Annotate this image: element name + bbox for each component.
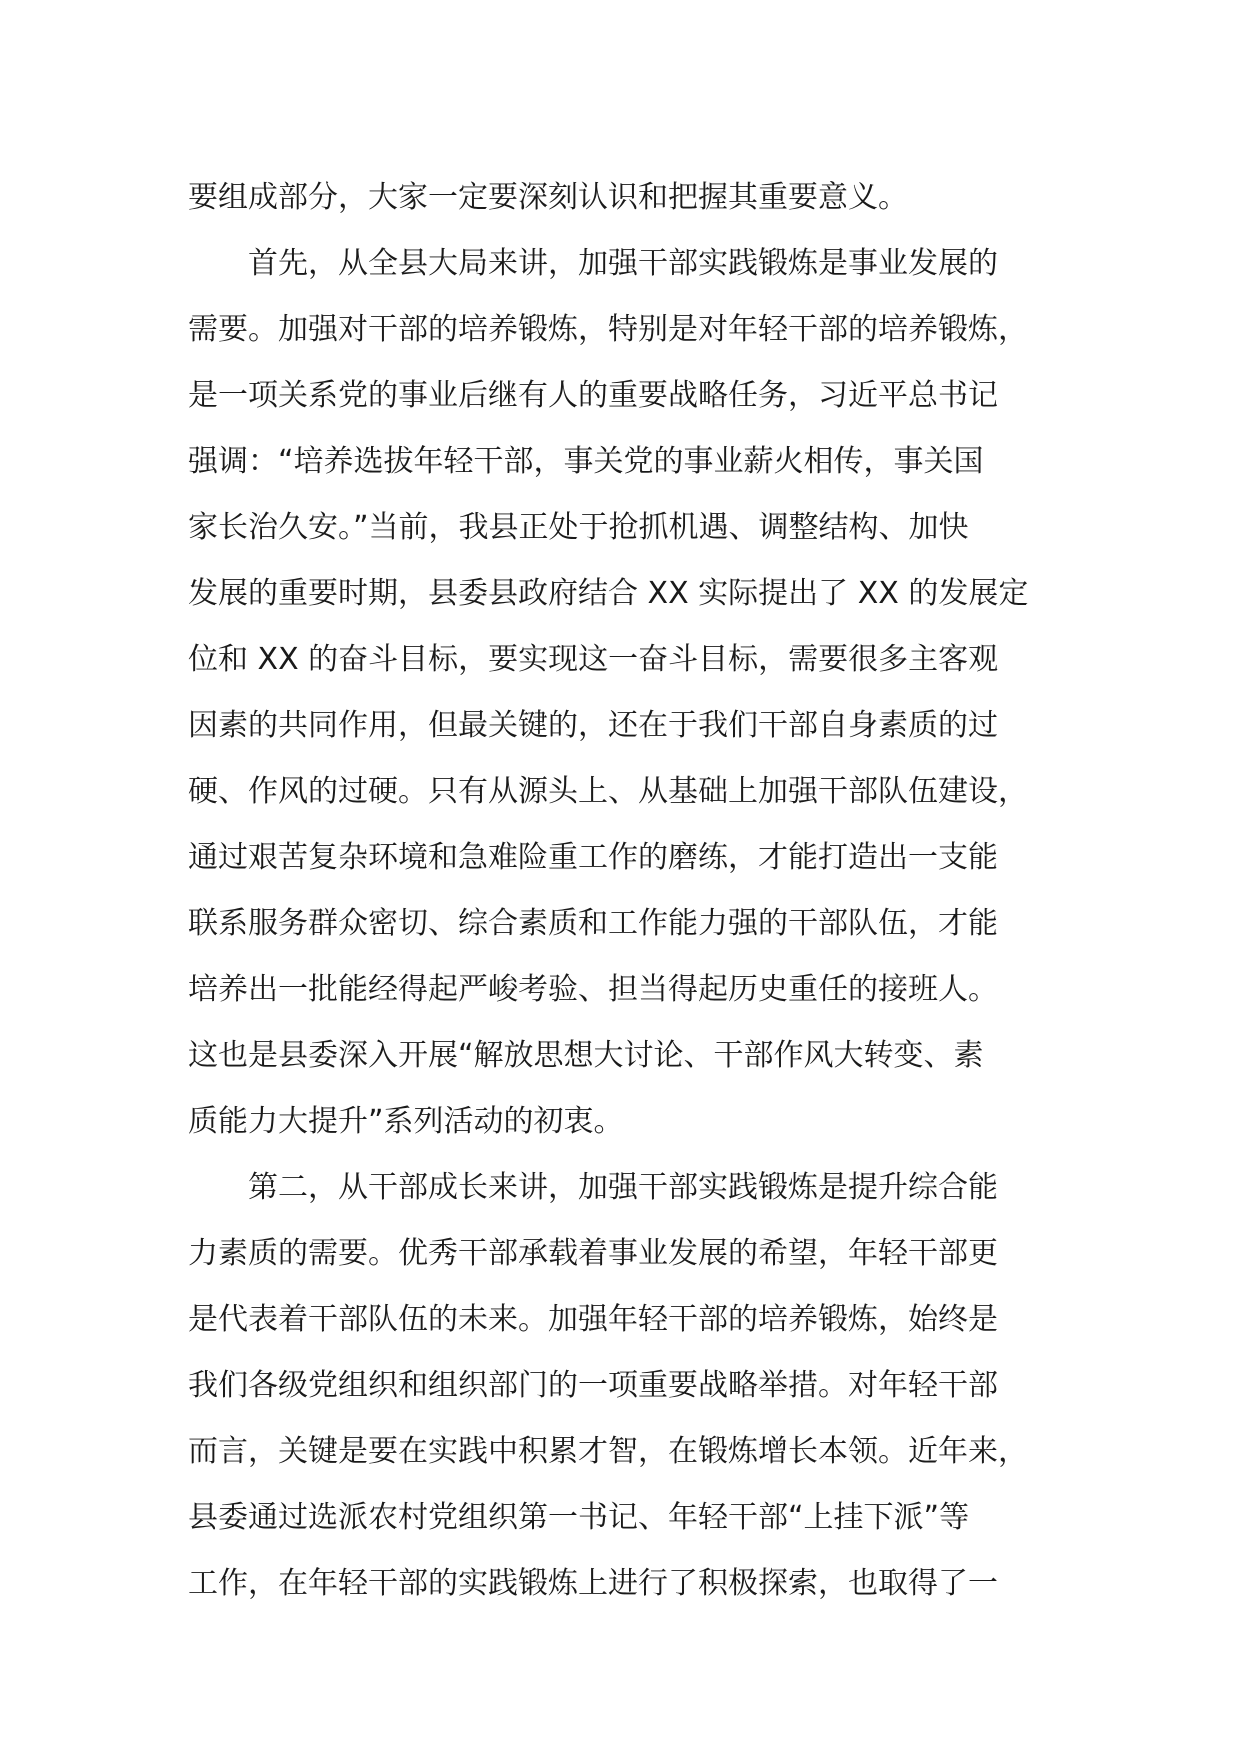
text-line: 因素的共同作用，但最关键的，还在于我们干部自身素质的过 <box>188 708 998 743</box>
document-body <box>188 165 1088 1617</box>
text-line: 力素质的需要。优秀干部承载着事业发展的希望，年轻干部更 <box>188 1236 998 1271</box>
text-line: 质能力大提升”系列活动的初衷。 <box>188 1104 624 1139</box>
text-line: 工作，在年轻干部的实践锻炼上进行了积极探索，也取得了一 <box>188 1566 998 1601</box>
text-line: 这也是县委深入开展“解放思想大讨论、干部作风大转变、素 <box>188 1038 984 1073</box>
text-line: 是一项关系党的事业后继有人的重要战略任务，习近平总书记 <box>188 378 998 413</box>
text-line: 培养出一批能经得起严峻考验、担当得起历史重任的接班人。 <box>188 972 998 1007</box>
text-line: 位和 XX 的奋斗目标，要实现这一奋斗目标，需要很多主客观 <box>188 642 999 677</box>
text-line: 我们各级党组织和组织部门的一项重要战略举措。对年轻干部 <box>188 1368 998 1403</box>
text-line: 家长治久安。”当前，我县正处于抢抓机遇、调整结构、加快 <box>188 510 969 545</box>
text-line: 需要。加强对干部的培养锻炼，特别是对年轻干部的培养锻炼， <box>188 312 1028 347</box>
text-line: 联系服务群众密切、综合素质和工作能力强的干部队伍，才能 <box>188 906 998 941</box>
text-line: 而言，关键是要在实践中积累才智，在锻炼增长本领。近年来， <box>188 1434 1028 1469</box>
paragraph-first-line: 首先，从全县大局来讲，加强干部实践锻炼是事业发展的 <box>248 246 998 281</box>
text-line: 通过艰苦复杂环境和急难险重工作的磨练，才能打造出一支能 <box>188 840 998 875</box>
text-line: 县委通过选派农村党组织第一书记、年轻干部“上挂下派”等 <box>188 1500 970 1535</box>
text-line: 是代表着干部队伍的未来。加强年轻干部的培养锻炼，始终是 <box>188 1302 998 1337</box>
text-line: 硬、作风的过硬。只有从源头上、从基础上加强干部队伍建设， <box>188 774 1028 809</box>
text-line: 发展的重要时期，县委县政府结合 XX 实际提出了 XX 的发展定 <box>188 576 1029 611</box>
paragraph-first-line: 第二，从干部成长来讲，加强干部实践锻炼是提升综合能 <box>248 1170 998 1205</box>
text-line: 强调：“培养选拔年轻干部，事关党的事业薪火相传，事关国 <box>188 444 984 479</box>
text-line: 要组成部分，大家一定要深刻认识和把握其重要意义。 <box>188 180 908 215</box>
